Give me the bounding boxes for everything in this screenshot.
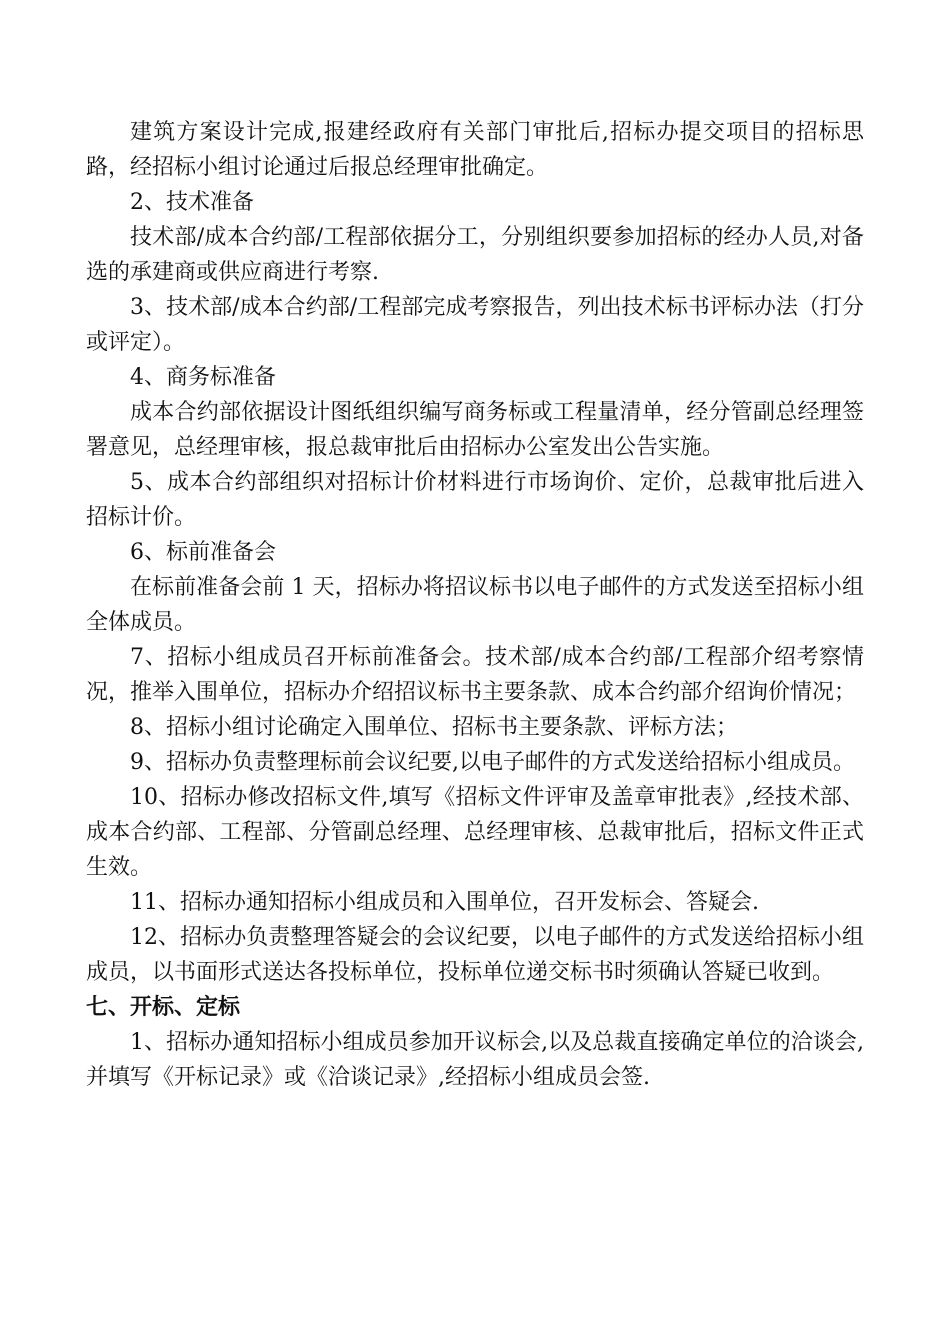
paragraph-bid-issue-meeting: 11、招标办通知招标小组成员和入围单位，召开发标会、答疑会. bbox=[130, 890, 759, 915]
paragraph-commercial-prep: 成本合约部依据设计图纸组织编写商务标或工程量清单，经分管副总经理签署意见，总经理审核，报总裁审批后由招标办公室发出公告实施。 bbox=[86, 400, 864, 460]
paragraph-confirm-units: 8、招标小组讨论确定入围单位、招标书主要条款、评标方法； bbox=[130, 715, 738, 740]
paragraph-bid-opening-notice: 1、招标办通知招标小组成员参加开议标会,以及总裁直接确定单位的洽谈会,并填写《开标记录》或《洽谈记录》,经招标小组成员会签. bbox=[86, 1030, 864, 1090]
paragraph-technical-prep: 技术部/成本合约部/工程部依据分工，分别组织要参加招标的经办人员,对备选的承建商或供应商进行考察. bbox=[86, 225, 864, 285]
section-heading-bid-opening: 七、开标、定标 bbox=[86, 995, 241, 1020]
paragraph-commercial-prep-title: 4、商务标准备 bbox=[130, 365, 276, 390]
paragraph-meeting-minutes: 9、招标办负责整理标前会议纪要,以电子邮件的方式发送给招标小组成员。 bbox=[130, 750, 855, 775]
paragraph-pre-bid-meeting: 7、招标小组成员召开标前准备会。技术部/成本合约部/工程部介绍考察情况，推举入围单位，招标办介绍招议标书主要条款、成本合约部介绍询价情况； bbox=[86, 645, 864, 705]
paragraph-revise-documents: 10、招标办修改招标文件,填写《招标文件评审及盖章审批表》,经技术部、成本合约部、工程部、分管副总经理、总经理审核、总裁审批后，招标文件正式生效。 bbox=[86, 785, 864, 880]
paragraph-pre-bid-email: 在标前准备会前 1 天，招标办将招议标书以电子邮件的方式发送至招标小组全体成员。 bbox=[86, 575, 864, 635]
paragraph-inspection-report: 3、技术部/成本合约部/工程部完成考察报告，列出技术标书评标办法（打分或评定）。 bbox=[86, 295, 864, 355]
paragraph-qa-minutes: 12、招标办负责整理答疑会的会议纪要，以电子邮件的方式发送给招标小组成员，以书面形式送达各投标单位，投标单位递交标书时须确认答疑已收到。 bbox=[86, 925, 864, 985]
paragraph-technical-prep-title: 2、技术准备 bbox=[130, 190, 254, 215]
paragraph-pre-bid-meeting-title: 6、标前准备会 bbox=[130, 540, 276, 565]
paragraph-scheme-design: 建筑方案设计完成,报建经政府有关部门审批后,招标办提交项目的招标思路，经招标小组讨论通过后报总经理审批确定。 bbox=[86, 120, 864, 180]
paragraph-pricing: 5、成本合约部组织对招标计价材料进行市场询价、定价，总裁审批后进入招标计价。 bbox=[86, 470, 864, 530]
